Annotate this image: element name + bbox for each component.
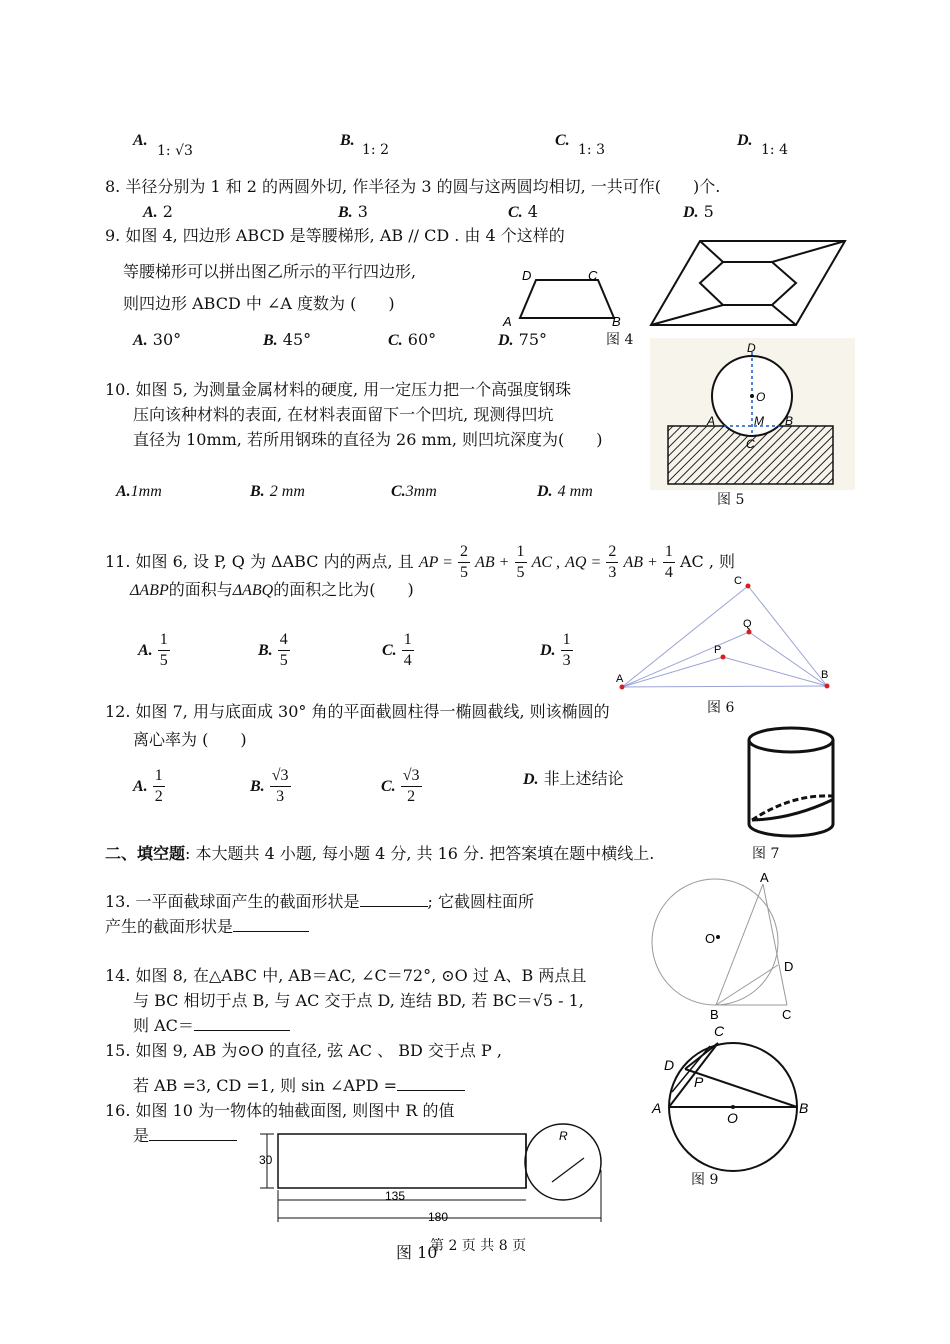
q7-option-a-value: 1: √3 — [157, 143, 193, 159]
q9-option-d: D. 75° — [498, 330, 548, 349]
page-number: 第 2 页 共 8 页 — [430, 1238, 527, 1254]
q15-line2: 若 AB =3, CD =1, 则 sin ∠APD = — [133, 1076, 465, 1095]
fig10-label: 图 10 — [396, 1243, 438, 1262]
label-c: C — [746, 437, 755, 451]
fig4-parallelogram — [648, 237, 848, 329]
q15-line1: 15. 如图 9, AB 为⊙O 的直径, 弦 AC 、 BD 交于点 P , — [105, 1041, 502, 1060]
q14-blank — [194, 1030, 290, 1031]
label-p: P — [714, 644, 722, 656]
q11-line2: ΔABP的面积与ΔABQ的面积之比为( ) — [130, 580, 414, 599]
q14-line1: 14. 如图 8, 在△ABC 中, AB＝AC, ∠C＝72°, ⊙O 过 A、B 两点且 — [105, 966, 587, 985]
q12-option-c: C. $\frac{√3}{2}$ — [381, 767, 420, 805]
label-a: A — [616, 673, 624, 685]
fig7-cylinder — [742, 724, 842, 842]
q10-option-d: D. 4 mm — [537, 483, 593, 500]
q15-blank — [397, 1090, 465, 1091]
q14-line2: 与 BC 相切于点 B, 与 AC 交于点 D, 连结 BD, 若 BC＝√5 - 1, — [133, 991, 584, 1010]
label-a: A — [760, 870, 769, 885]
q12-line1: 12. 如图 7, 用与底面成 30° 角的平面截圆柱得一椭圆截线, 则该椭圆的 — [105, 702, 610, 721]
q16-line1: 16. 如图 10 为一物体的轴截面图, 则图中 R 的值 — [105, 1101, 455, 1120]
q11-line1: 11. 如图 6, 设 P, Q 为 ΔABC 内的两点, 且 AP = $\frac{2}{5}$ AB + $\frac{1}{5}$ AC , AQ = $\frac{2}{3}$ AB + $\frac{1}{4}$ AC , 则 — [105, 543, 736, 581]
fig5-label: 图 5 — [717, 492, 745, 508]
q10-line3: 直径为 10mm, 若所用钢珠的直径为 26 mm, 则凹坑深度为( ) — [133, 430, 603, 449]
fig6-label: 图 6 — [707, 700, 735, 716]
q9-line1: 9. 如图 4, 四边形 ABCD 是等腰梯形, AB // CD . 由 4 个这样的 — [105, 226, 565, 245]
dim-135: 135 — [385, 1189, 406, 1203]
q11-option-c: C. $\frac{1}{4}$ — [382, 631, 412, 669]
label-c: C — [734, 575, 742, 587]
label-o: O — [756, 390, 766, 404]
label-b: B — [785, 414, 794, 428]
section2-heading: 二、填空题: 本大题共 4 小题, 每小题 4 分, 共 16 分. 把答案填在题中横线上. — [105, 844, 655, 863]
label-d: D — [784, 959, 794, 974]
q10-option-b: B. 2 mm — [250, 483, 305, 500]
fig8-circle — [650, 866, 800, 1022]
label-m: M — [754, 414, 764, 428]
q10-option-a: A.1mm — [116, 483, 162, 500]
q9-option-c: C. 60° — [388, 330, 437, 349]
q10-line1: 10. 如图 5, 为测量金属材料的硬度, 用一定压力把一个高强度钢珠 — [105, 380, 572, 399]
q9-option-b: B. 45° — [263, 330, 312, 349]
q7-option-d-value: 1: 4 — [761, 142, 788, 158]
label-a: A — [707, 414, 716, 428]
dim-180: 180 — [428, 1210, 449, 1224]
q11-option-b: B. $\frac{4}{5}$ — [258, 631, 288, 669]
label-b: B — [821, 669, 829, 681]
label-o: O — [727, 1110, 738, 1126]
q16-line2: 是 — [133, 1126, 237, 1145]
q7-option-b: B. — [340, 132, 355, 149]
q8-stem: 8. 半径分别为 1 和 2 的两圆外切, 作半径为 3 的圆与这两圆均相切, 一共可作( )个. — [105, 177, 721, 196]
q8-option-a: A. 2 — [143, 202, 173, 221]
q12-option-b: B. $\frac{√3}{3}$ — [250, 767, 289, 805]
fig9-circle — [648, 1022, 818, 1172]
fig6-triangle — [610, 572, 840, 697]
label-c: C — [714, 1023, 725, 1039]
label-d: D — [664, 1057, 675, 1073]
q7-option-d: D. — [737, 132, 753, 149]
q16-blank — [149, 1140, 237, 1141]
q7-option-c-value: 1: 3 — [578, 142, 605, 158]
label-p: P — [694, 1074, 704, 1090]
q13-line2: 产生的截面形状是 — [105, 917, 309, 936]
q7-option-c: C. — [555, 132, 570, 149]
label-d: D — [522, 268, 532, 283]
label-q: Q — [743, 618, 752, 630]
label-b: B — [710, 1007, 719, 1022]
q12-line2: 离心率为 ( ) — [133, 730, 247, 749]
q8-option-c: C. 4 — [508, 202, 538, 221]
q13-line1: 13. 一平面截球面产生的截面形状是 ; 它截圆柱面所 — [105, 892, 535, 911]
label-b: B — [799, 1100, 809, 1116]
q14-line3: 则 AC＝ — [133, 1016, 290, 1035]
q8-option-b: B. 3 — [338, 202, 368, 221]
q13-blank-2 — [233, 931, 309, 932]
dim-30: 30 — [259, 1153, 273, 1167]
q8-option-d: D. 5 — [683, 202, 714, 221]
q9-line2: 等腰梯形可以拼出图乙所示的平行四边形, — [123, 262, 417, 281]
q11-option-a: A. $\frac{1}{5}$ — [138, 631, 168, 669]
label-b: B — [612, 314, 621, 329]
q10-option-c: C.3mm — [391, 483, 437, 500]
label-c: C — [782, 1007, 792, 1022]
q13-blank-1 — [360, 906, 428, 907]
q7-option-a: A. — [133, 132, 148, 149]
label-c: C — [588, 268, 598, 283]
fig4-trapezoid — [498, 262, 633, 330]
fig5-steel-ball — [650, 338, 855, 490]
fig4-label: 图 4 — [606, 332, 634, 348]
label-a: A — [503, 314, 512, 329]
q9-option-a: A. 30° — [133, 330, 182, 349]
q12-option-d: D. 非上述结论 — [523, 769, 624, 788]
label-a: A — [652, 1100, 662, 1116]
label-d: D — [747, 341, 756, 355]
q9-line3: 则四边形 ABCD 中 ∠A 度数为 ( ) — [123, 294, 395, 313]
q11-option-d: D. $\frac{1}{3}$ — [540, 631, 571, 669]
q12-option-a: A. $\frac{1}{2}$ — [133, 767, 163, 805]
q10-line2: 压向该种材料的表面, 在材料表面留下一个凹坑, 现测得凹坑 — [133, 405, 554, 424]
fig9-label: 图 9 — [691, 1172, 719, 1188]
label-o: O — [705, 931, 716, 946]
dim-r: R — [559, 1129, 568, 1143]
fig7-label: 图 7 — [752, 846, 780, 862]
q7-option-b-value: 1: 2 — [362, 142, 389, 158]
fig10-axial-section — [252, 1120, 612, 1228]
